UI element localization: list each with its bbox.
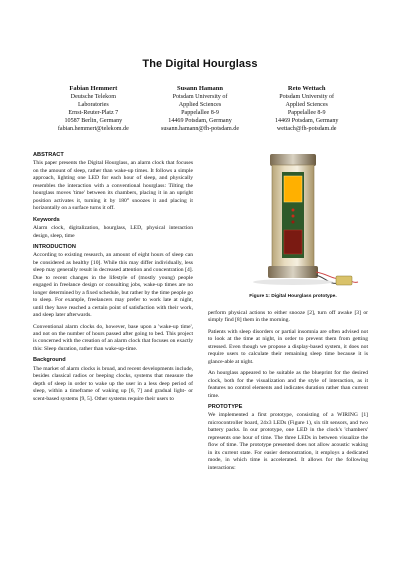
prototype-text: We implemented a first prototype, consisting of a WIRING [1] microcontroller board, 24x3 LEDs (Figure 1), six tilt sensors, and two battery packs. In our prototype, one LED in the clock's 'chambers' represents one hour of time. The three LEDs in between visualize the flow of time. The prototype presented does not allow acoustic waking in its current state. For easier demonstration, it employs a dedicated mode, in which time is accelerated. It allows for the following interactions:: [208, 412, 368, 471]
hourglass-photo-svg: [218, 152, 368, 290]
author-address-line: Ernst-Reuter-Platz 7: [68, 110, 119, 117]
author-name: Reto Wettach: [287, 85, 326, 92]
author-email: susann.hamann@fh-potsdam.de: [160, 126, 240, 133]
author-affiliation-line: Applied Sciences: [178, 102, 222, 109]
hourglass-photo: [218, 152, 368, 290]
keywords-heading: Keywords: [33, 216, 60, 223]
author-name: Susann Hamann: [176, 85, 224, 92]
upper-led-chamber: [284, 176, 302, 202]
hourglass-bottom-cap: [268, 266, 318, 278]
background-heading: Background: [33, 357, 66, 364]
table-shadow: [253, 279, 333, 285]
author-address-line: Pappelallee 8-9: [287, 110, 326, 117]
keywords-text: Alarm clock, digitalization, hourglass, LED, physical interaction design, sleep, time: [33, 225, 193, 239]
flow-leds: [292, 209, 295, 224]
author-address-line: 14469 Potsdam, Germany: [274, 118, 339, 125]
introduction-paragraph: Conventional alarm clocks do, however, base upon a 'wake-up time', and not on the number of hours passed after going to bed. This project is concerned with the creation of an alarm clock that focuses on exactly this: Sleep duration, rather than wake-up-time.: [33, 323, 193, 352]
author-affiliation-line: Laboratories: [77, 102, 109, 109]
author-affiliation-line: Applied Sciences: [285, 102, 328, 109]
author-address-line: 14469 Potsdam, Germany: [168, 118, 232, 125]
introduction-heading: INTRODUCTION: [33, 243, 76, 250]
body-paragraph: perform physical actions to either snooze [2], turn off awake [3] or simply find [8] them in the morning.: [208, 310, 368, 324]
author-address-line: Pappelallee 8-9: [181, 110, 219, 117]
paper-title: The Digital Hourglass: [142, 58, 258, 70]
author-name: Fabian Hemmert: [69, 85, 118, 92]
figure-caption: Figure 1: Digital Hourglass prototype.: [249, 294, 337, 299]
prototype-heading: PROTOTYPE: [208, 403, 243, 410]
author-1: [40, 85, 147, 134]
background-text: The market of alarm clocks is broad, and recent developments include, besides classical radios or beeping clocks, systems that measure the depth of sleep in order to wake up the user in a less deep period of sleep, within a timeframe of waking up [6, 7] and gradual light- or scent-based systems [9, 5]. Other systems require their users to: [33, 365, 193, 402]
author-block: [40, 85, 360, 134]
body-paragraph: Patients with sleep disorders or partial insomnia are often advised not to look at the time at night, in order to prevent them from getting stressed. Even though we propose a display-based system, it does not require users to calculate their remaining sleep time because it is glance-able at night.: [208, 328, 368, 365]
battery-pack: [336, 276, 352, 285]
author-affiliation-line: Potsdam University of: [279, 94, 335, 101]
author-affiliation-line: Deutsche Telekom: [70, 94, 116, 101]
author-affiliation-line: Potsdam University of: [172, 94, 228, 101]
body-paragraph: An hourglass appeared to be suitable as the blueprint for the desired clock, both for the visualization and the style of interaction, as it features no control elements and indicates duration rather than current time.: [208, 370, 368, 399]
left-column: [33, 152, 193, 407]
hourglass-top-cap: [270, 154, 316, 166]
abstract-text: This paper presents the Digital Hourglass, an alarm clock that focuses on the amount of sleep, rather than wake-up times. It follows a simple approach, lighting one LED for each hour of sleep, and physically resembles the interaction with a conventional hourglass: Tilting the hourglass moves 'time' between its chambers, placing it in an upright position activates it, turning it by 180° snoozes it and placing it horizontally on a surface turns it off.: [33, 160, 193, 212]
author-email: wettach@fh-potsdam.de: [276, 126, 337, 133]
introduction-paragraph: According to existing research, an amount of eight hours of sleep can be considered as healthy [10]. While this may differ individually, less sleep may generally result in decreased attention and concentration [4]. Due to recent changes in the lifestyle of (mostly young) people engaged in freelance design or consulting jobs, wake-up times are no longer determined by a fixed schedule, but rather by the time people go to sleep. For example, freelancers may prefer to work late at night, until they have reached a certain point of satisfaction with their work, and sleep later afterwards.: [33, 252, 193, 319]
author-3: [253, 85, 360, 134]
author-address-line: 10587 Berlin, Germany: [64, 118, 123, 125]
author-2: [147, 85, 254, 134]
author-email: fabian.hemmert@telekom.de: [57, 126, 129, 133]
abstract-heading: ABSTRACT: [33, 152, 64, 158]
lower-led-chamber: [284, 230, 302, 254]
right-column: [208, 310, 368, 476]
